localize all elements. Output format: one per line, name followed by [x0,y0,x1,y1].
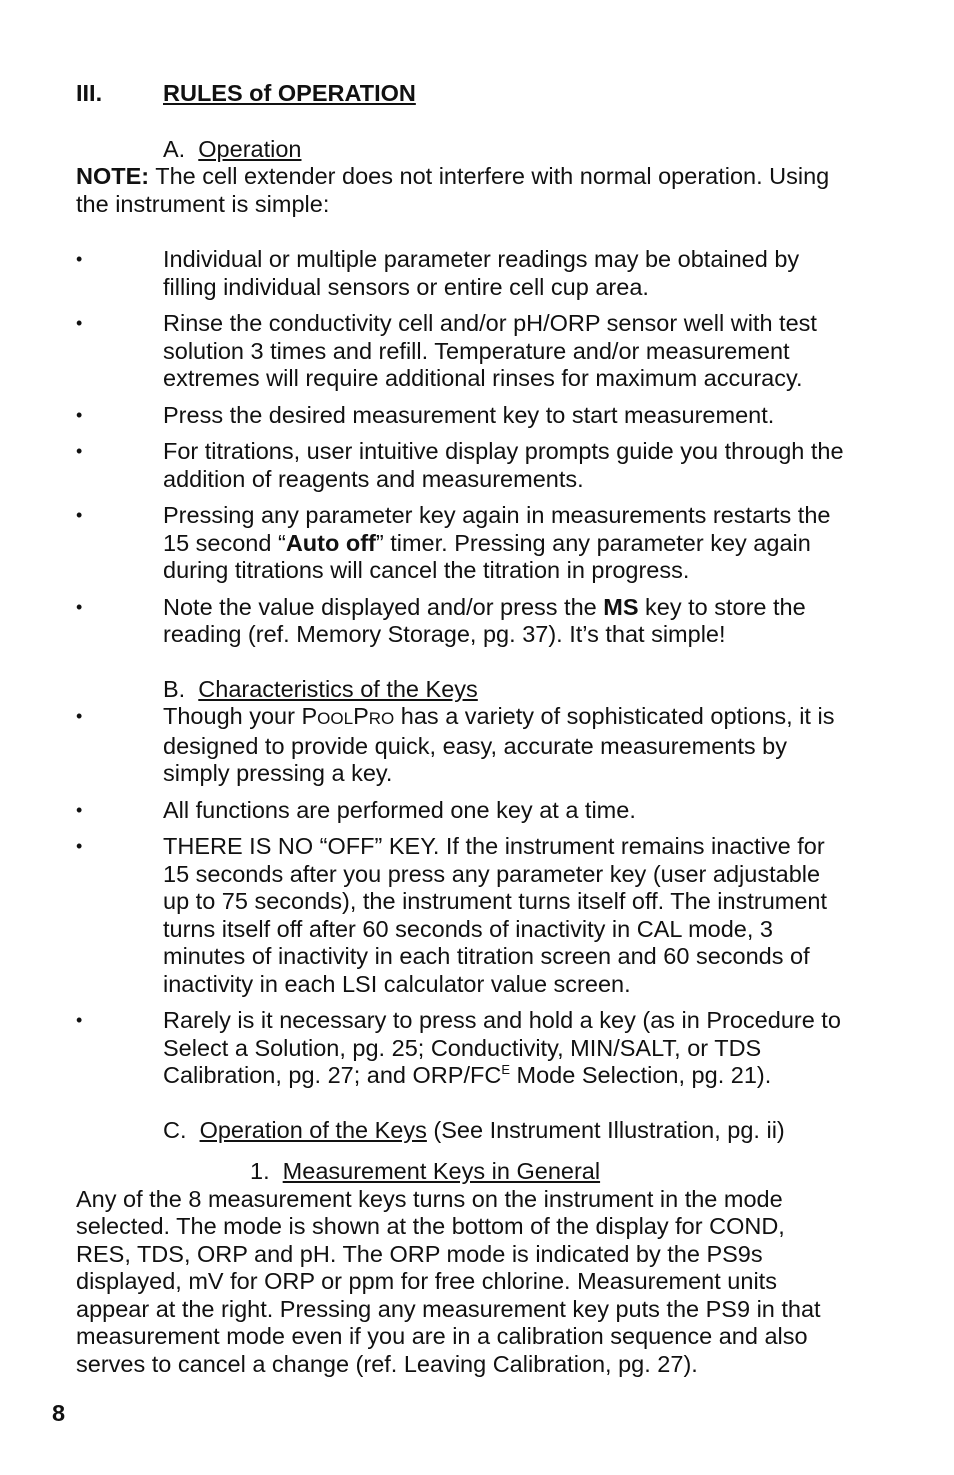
text-run: ” timer. Pressing any parameter key again during titrations will cancel the titration in progress. [163,529,811,583]
text-run: Rarely is it necessary to press and hold a key (as in Procedure to Select a Solution, pg. 25; Conductivity, MIN/SALT, or TDS Calibration, pg. 27; and ORP/FC [163,1007,841,1088]
item-1-heading [76,1158,846,1186]
bullet-marker: • [76,799,83,820]
bullet-marker: • [76,404,83,425]
bullet-marker: • [76,313,83,333]
section-heading [76,80,846,108]
list-item [76,797,846,825]
keys-bullets [76,703,846,1090]
note-paragraph [76,163,846,218]
subsection-b-heading [76,676,846,704]
bullet-text: All functions are performed one key at a time. [163,796,636,823]
bullet-marker: • [76,441,83,461]
brand-letter: P [353,703,369,729]
text-run: key to store the reading (ref. Memory Storage, pg. 37). It’s that simple! [163,593,806,647]
bullet-marker: • [76,706,83,726]
list-item [76,833,846,998]
page-number: 8 [52,1400,66,1426]
manual-page [76,80,846,1378]
subsection-c-title: Operation of the Keys [199,1116,427,1143]
list-item [76,594,846,649]
bullet-text: Rinse the conductivity cell and/or pH/ORP sensor well with test solution 3 times and refill. Temperature and/or measurement extremes will require additional rinses for maximum accuracy. [163,310,817,391]
section-number: III. [76,80,103,106]
subsection-a-label: A. [163,135,186,162]
bullet-text: Press the desired measurement key to start measurement. [163,401,775,428]
text-run: Mode Selection, pg. 21). [509,1062,772,1088]
bullet-marker: • [76,836,83,856]
bullet-marker: • [76,505,83,525]
item-1-title: Measurement Keys in General [282,1158,601,1184]
item-1-paragraph: Any of the 8 measurement keys turns on the instrument in the mode selected. The mode is shown at the bottom of the display for COND, RES, TDS, ORP and pH. The ORP mode is indicated by the PS9s displayed, mV for ORP or ppm for free chlorine. Measurement units appear at the right. Pressing any measurement key puts the PS9 in that measurement mode even if you are in a calibration sequence and also serves to cancel a change (ref. Leaving Calibration, pg. 27). [76,1185,821,1377]
subsection-c-suffix: (See Instrument Illustration, pg. ii) [426,1116,785,1143]
operation-bullets [76,246,846,649]
bullet-text: Individual or multiple parameter readings may be obtained by filling individual sensors or entire cell cup area. [163,246,800,300]
bullet-marker: • [76,1010,83,1030]
item-1-label: 1. [250,1158,270,1184]
list-item [76,438,846,493]
text-run: Note the value displayed and/or press the [163,593,604,620]
note-text: The cell extender does not interfere with normal operation. Using the instrument is simple: [76,163,830,217]
text-run: Though your [163,703,302,729]
ms-key-term: MS [603,593,639,620]
text-run: has a variety of sophisticated options, it is designed to provide quick, easy, accurate measurements by simply pressing a key. [163,703,835,786]
bullet-text [163,703,846,788]
list-item [76,703,846,788]
brand-letters: RO [368,709,395,728]
list-item [76,502,846,585]
list-item [76,310,846,393]
list-item [76,1007,846,1090]
section-title: RULES of OPERATION [163,80,416,106]
bullet-marker: • [76,596,83,617]
bullet-text: THERE IS NO “OFF” KEY. If the instrument remains inactive for 15 seconds after you press any parameter key (user adjustable up to 75 seconds), the instrument turns itself off. The instrument turns itself off after 60 seconds of inactivity in CAL mode, 3 minutes of inactivity in each titration screen and 60 seconds of inactivity in each LSI calculator value screen. [163,833,828,997]
bullet-marker: • [76,249,83,269]
bullet-text [163,1007,846,1090]
brand-name [301,703,394,729]
list-item [76,402,846,430]
subsection-c-label: C. [163,1116,187,1143]
subsection-a-heading [76,136,846,164]
subsection-c-heading [76,1117,846,1145]
superscript: E [501,1062,510,1077]
bullet-text [163,594,846,649]
auto-off-term: Auto off [285,529,376,556]
bullet-text [163,502,846,585]
subsection-a-title: Operation [198,135,302,162]
brand-letter: P [301,703,318,729]
bullet-text: For titrations, user intuitive display prompts guide you through the addition of reagents and measurements. [163,438,844,492]
brand-letters: OOL [317,709,354,728]
text-run: Pressing any parameter key again in measurements restarts the 15 second “ [163,502,831,556]
subsection-b-label: B. [163,675,186,702]
list-item [76,246,846,301]
note-label: NOTE: [76,163,150,189]
subsection-b-title: Characteristics of the Keys [198,675,478,702]
